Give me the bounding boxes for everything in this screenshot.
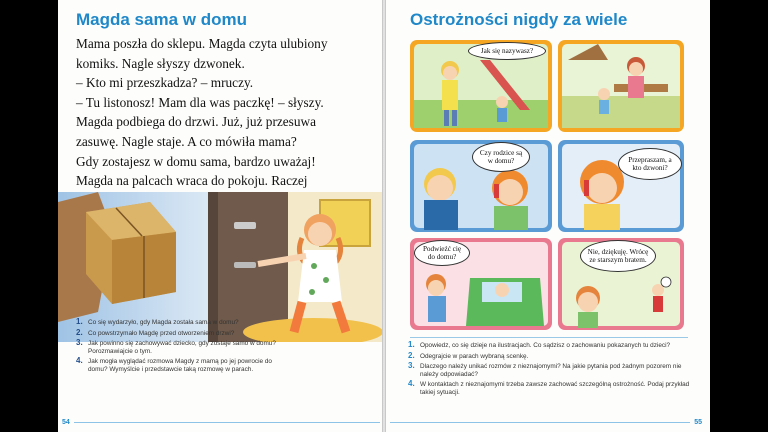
question-item: 4. Jak mogła wyglądać rozmowa Magdy z mamą po jej powrocie do domu? Wymyślcie i przedstawcie taką rozmowę w parach.	[76, 356, 272, 373]
door-bolt	[234, 262, 256, 268]
page-number: 55	[694, 419, 702, 426]
speech-bubble: Nie, dziękuję. Wrócę ze starszym bratem.	[580, 240, 656, 272]
story-text	[76, 34, 376, 210]
comic-panel-5	[410, 238, 552, 330]
story-line: Magda na palcach wraca do pokoju. Raczej	[76, 173, 308, 189]
comic-panel-2	[558, 40, 684, 132]
comic-panel-6	[558, 238, 684, 330]
right-questions	[408, 342, 696, 400]
story-line: – Tu listonosz! Mam dla was paczkę! – słyszy.	[76, 94, 324, 110]
question-item: 2. Odegrajcie w parach wybraną scenkę.	[408, 350, 529, 360]
story-line: Gdy zostajesz w domu sama, bardzo uważaj!	[76, 153, 316, 169]
question-item: 1. Co się wydarzyło, gdy Magda została sama w domu?	[76, 317, 239, 326]
page-title: Magda sama w domu	[76, 10, 247, 29]
question-item: 3. Dlaczego należy unikać rozmów z nieznajomymi? Na jakie pytania pod żadnym pozorem nie należy odpowiadać?	[408, 361, 682, 378]
page-title: Ostrożności nigdy za wiele	[410, 10, 628, 29]
door-handle	[234, 222, 256, 229]
question-item: 4. W kontaktach z nieznajomymi trzeba zawsze zachować szczególną ostrożność. Podaj przykład takiej sytuacji.	[408, 379, 690, 396]
right-page	[386, 0, 710, 432]
comic-panel-1	[410, 40, 552, 132]
story-line: Mama poszła do sklepu. Magda czyta ulubiony	[76, 36, 328, 51]
comic-panel-4	[558, 140, 684, 232]
page-number: 54	[62, 419, 70, 426]
story-line: Magda podbiega do drzwi. Już, już przesuwa	[76, 114, 317, 130]
speech-bubble: Jak się nazywasz?	[468, 42, 546, 60]
speech-bubble: Przepraszam, a kto dzwoni?	[618, 148, 682, 180]
speech-bubble: Podwieźć cię do domu?	[414, 240, 470, 266]
comic-panel-3	[410, 140, 552, 232]
left-page	[58, 0, 382, 432]
question-item: 1. Opowiedz, co się dzieje na ilustracjach. Co sądzisz o zachowaniu pokazanych tu dzieci?	[408, 340, 671, 349]
story-line: komiks. Nagle słyszy dzwonek.	[76, 55, 245, 71]
left-questions	[76, 319, 276, 377]
speech-bubble: Czy rodzice są w domu?	[472, 142, 530, 172]
story-line: – Kto mi przeszkadza? – mruczy.	[76, 75, 254, 91]
story-line: zasuwę. Nagle staje. A co mówiła mama?	[76, 133, 297, 149]
question-item: 2. Co powstrzymało Magdę przed otworzeniem drzwi?	[76, 327, 235, 337]
parcel	[86, 202, 176, 304]
question-item: 3. Jak powinno się zachowywać dziecko, gdy zostaje samo w domu? Porozmawiajcie o tym.	[76, 338, 276, 355]
